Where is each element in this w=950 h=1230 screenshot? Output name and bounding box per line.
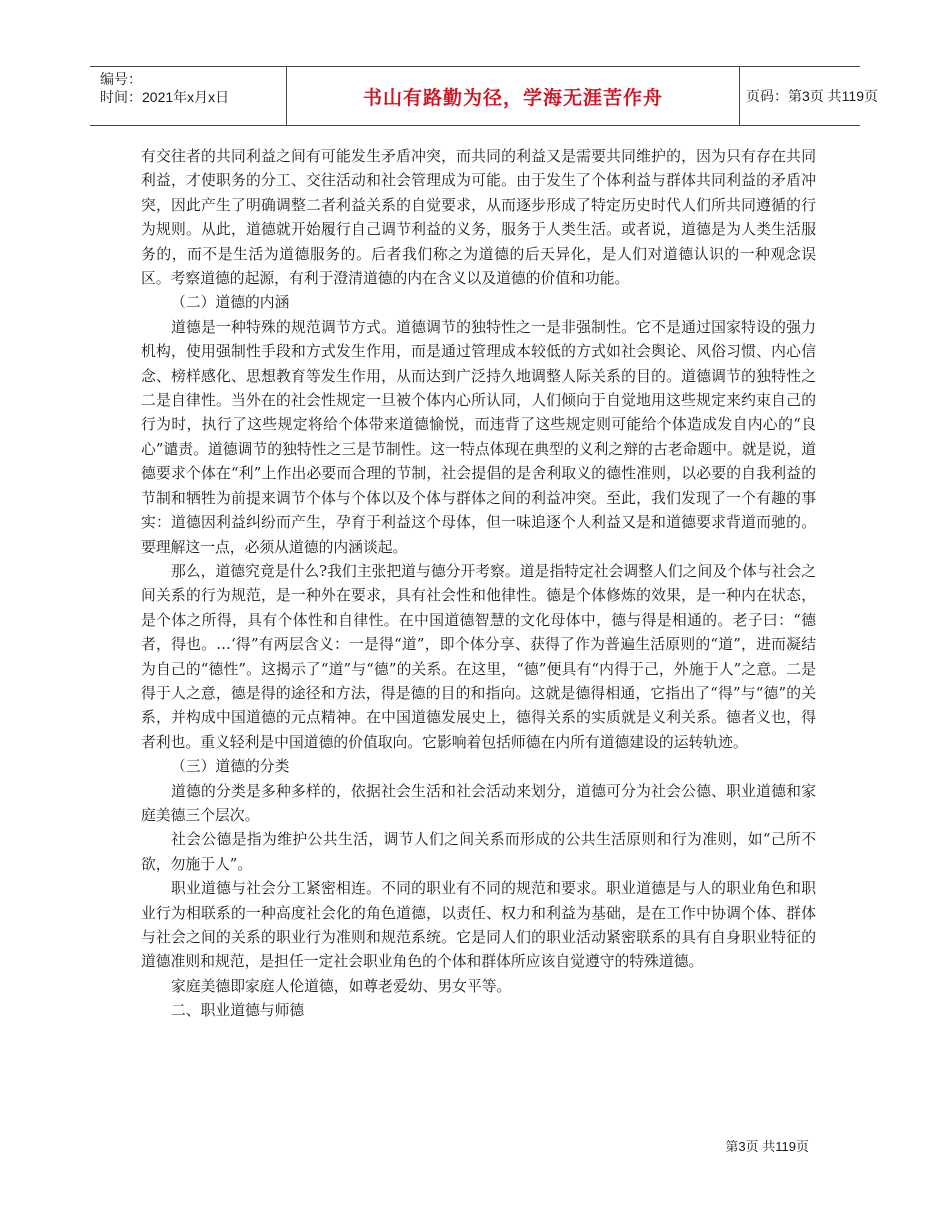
paragraph: 道德的分类是多种多样的，依据社会生活和社会活动来划分，道德可分为社会公德、职业道德和家庭美德三个层次。 <box>141 782 816 824</box>
paragraph: 社会公德是指为维护公共生活，调节人们之间关系而形成的公共生活原则和行为准则，如“己所不欲，勿施于人”。 <box>141 831 816 873</box>
header-motto-cell <box>286 67 740 125</box>
paragraph: 道德是一种特殊的规范调节方式。道德调节的独特性之一是非强制性。它不是通过国家特设的强力机构，使用强制性手段和方式发生作用，而是通过管理成本较低的方式如社会舆论、风俗习惯、内心信念、榜样感化、思想教育等发生作用，从而达到广泛持久地调整人际关系的目的。道德调节的独特性之二是自律性。当外在的社会性规定一旦被个体内心所认同，人们倾向于自觉地用这些规定来约束自己的行为时，执行了这些规定将给个体带来道德愉悦，而违背了这些规定则可能给个体造成发自内心的“良心”谴责。道德调节的独特性之三是节制性。这一特点体现在典型的义利之辩的古老命题中。就是说，道德要求个体在“利”上作出必要而合理的节制，社会提倡的是舍利取义的德性准则，以必要的自我利益的节制和牺牲为前提来调节个体与个体以及个体与群体之间的利益冲突。至此，我们发现了一个有趣的事实：道德因利益纠纷而产生，孕育于利益这个母体，但一味追逐个人利益又是和道德要求背道而驰的。要理解这一点，必须从道德的内涵谈起。 <box>141 318 816 556</box>
time-label: 时间：2021年x月x日 <box>100 89 230 105</box>
paragraph: 那么，道德究竟是什么?我们主张把道与德分开考察。道是指特定社会调整人们之间及个体与社会之间关系的行为规范，是一种外在要求，具有社会性和他律性。德是个体修炼的效果，是一种内在状态，是个体之所得，具有个体性和自律性。在中国道德智慧的文化母体中，德与得是相通的。老子曰：“德者，得也。…‘得”有两层含义：一是得“道”，即个体分享、获得了作为普遍生活原则的“道”，进而凝结为自己的“德性”。这揭示了“道”与“德”的关系。在这里，“德”便具有“内得于己，外施于人”之意。二是得于人之意，德是得的途径和方法，得是德的目的和指向。这就是德得相通，它指出了“得”与“德”的关系，并构成中国道德的元点精神。在中国道德发展史上，德得关系的实质就是义利关系。德者义也，得者利也。重义轻利是中国道德的价值取向。它影响着包括师德在内所有道德建设的运转轨迹。 <box>141 562 816 751</box>
section-heading: 二、职业道德与师德 <box>171 1002 305 1020</box>
code-label: 编号： <box>100 71 142 87</box>
header-page-cell <box>740 67 878 125</box>
section-heading: （三）道德的分类 <box>171 758 290 776</box>
section-heading: （二）道德的内涵 <box>171 294 290 312</box>
page-footer <box>725 1136 809 1155</box>
paragraph: 家庭美德即家庭人伦道德，如尊老爱幼、男女平等。 <box>171 977 512 995</box>
header-page-number: 页码：第3页 共119页 <box>746 88 878 104</box>
motto-text: 书山有路勤为径，学海无涯苦作舟 <box>362 86 663 109</box>
paragraph: 职业道德与社会分工紧密相连。不同的职业有不同的规范和要求。职业道德是与人的职业角色和职业行为相联系的一种高度社会化的角色道德，以责任、权力和利益为基础，是在工作中协调个体、群体与社会之间的关系的职业行为准则和规范系统。它是同人们的职业活动紧密联系的具有自身职业特征的道德准则和规范，是担任一定社会职业角色的个体和群体所应该自觉遵守的特殊道德。 <box>141 880 816 971</box>
footer-page-number: 第3页 共119页 <box>725 1139 809 1154</box>
document-body <box>141 145 816 1024</box>
page-header <box>90 66 878 126</box>
paragraph: 有交往者的共同利益之间有可能发生矛盾冲突，而共同的利益又是需要共同维护的，因为只有存在共同利益，才使职务的分工、交往活动和社会管理成为可能。由于发生了个体利益与群体共同利益的矛盾冲突，因此产生了明确调整二者利益关系的自觉要求，从而逐步形成了特定历史时代人们所共同遵循的行为规则。从此，道德就开始履行自己调节利益的义务，服务于人类生活。或者说，道德是为人类生活服务的，而不是生活为道德服务的。后者我们称之为道德的后天异化，是人们对道德认识的一种观念误区。考察道德的起源，有利于澄清道德的内在含义以及道德的价值和功能。 <box>141 148 816 288</box>
header-meta <box>90 67 286 125</box>
